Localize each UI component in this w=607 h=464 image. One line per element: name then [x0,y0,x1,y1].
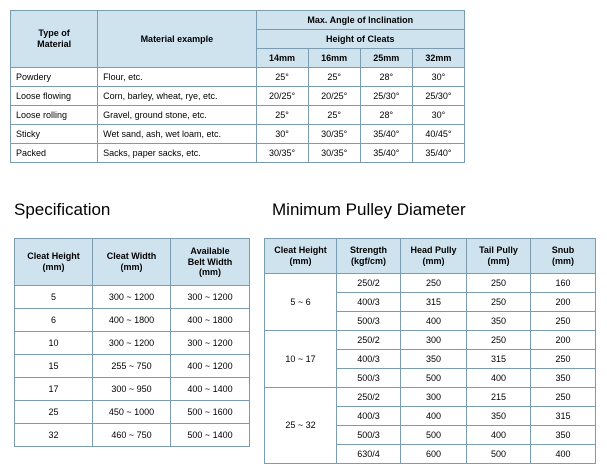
cell-snub: 400 [531,445,596,464]
cell-angle-14mm: 25° [256,68,308,87]
cell-belt-width: 400 ~ 1800 [171,309,250,332]
cell-angle-16mm: 30/35° [308,125,360,144]
cell-material-example: Gravel, ground stone, etc. [98,106,256,125]
cell-head-pully: 600 [401,445,467,464]
cell-angle-25mm: 35/40° [360,125,412,144]
cell-head-pully: 250 [401,274,467,293]
table-row [15,378,250,401]
header-type-of-material-line2: Material [37,39,72,49]
cell-angle-14mm: 30° [256,125,308,144]
header-available-belt-width-line3: (mm) [199,267,221,278]
table-row [15,424,250,447]
header-head-pully-line2: (mm) [422,256,445,266]
cell-cleat-width: 300 ~ 950 [93,378,171,401]
cell-tail-pully: 350 [467,407,531,426]
cell-head-pully: 500 [401,426,467,445]
header-cleat-32mm: 32mm [412,49,464,68]
cell-material-type: Loose flowing [11,87,98,106]
table-row [11,125,465,144]
cell-snub: 350 [531,426,596,445]
table-row [265,331,596,350]
specification-table [14,238,250,447]
cell-strength: 500/3 [337,426,401,445]
cell-head-pully: 350 [401,350,467,369]
cell-cleat-height: 15 [15,355,93,378]
table-header-row [265,239,596,274]
cell-head-pully: 500 [401,369,467,388]
pulley-heading: Minimum Pulley Diameter [272,200,466,219]
cell-head-pully: 300 [401,331,467,350]
header-strength-line2: (kgf/cm) [350,256,386,266]
cell-snub: 250 [531,388,596,407]
table-header-row [15,239,250,286]
header-cleat-14mm: 14mm [256,49,308,68]
cell-belt-width: 500 ~ 1600 [171,401,250,424]
cell-tail-pully: 215 [467,388,531,407]
cell-cleat-width: 255 ~ 750 [93,355,171,378]
cell-cleat-height-group: 5 ~ 6 [265,274,337,331]
cell-strength: 400/3 [337,350,401,369]
cell-strength: 400/3 [337,407,401,426]
cell-belt-width: 300 ~ 1200 [171,286,250,309]
table-row [265,274,596,293]
table-row [15,286,250,309]
cell-belt-width: 400 ~ 1400 [171,378,250,401]
table-row [11,106,465,125]
header-cleat-16mm: 16mm [308,49,360,68]
header-type-of-material [11,11,98,68]
cell-angle-14mm: 30/35° [256,144,308,163]
cell-material-example: Flour, etc. [98,68,256,87]
table-row [15,309,250,332]
cell-strength: 500/3 [337,312,401,331]
cell-snub: 350 [531,369,596,388]
cell-angle-16mm: 25° [308,68,360,87]
cell-cleat-height: 6 [15,309,93,332]
cell-tail-pully: 500 [467,445,531,464]
cell-angle-32mm: 35/40° [412,144,464,163]
cell-tail-pully: 400 [467,426,531,445]
table-row [265,388,596,407]
cell-head-pully: 300 [401,388,467,407]
cell-cleat-width: 460 ~ 750 [93,424,171,447]
table-row [15,401,250,424]
pulley-table-container [264,238,595,464]
cell-angle-25mm: 35/40° [360,144,412,163]
cell-angle-14mm: 25° [256,106,308,125]
header-type-of-material-line1: Type of [38,28,70,39]
header-head-pully [401,239,467,274]
header-cleat-height-line1: Cleat Height [27,251,80,262]
cell-angle-16mm: 30/35° [308,144,360,163]
header-cleat-width [93,239,171,286]
header-cleat-height-line1: Cleat Height [274,245,327,256]
header-available-belt-width-line1: Available [190,245,230,256]
cell-angle-32mm: 40/45° [412,125,464,144]
cell-cleat-height-group: 10 ~ 17 [265,331,337,388]
header-available-belt-width-line2: Belt Width [187,256,233,267]
header-cleat-25mm: 25mm [360,49,412,68]
cell-cleat-width: 300 ~ 1200 [93,286,171,309]
cell-angle-25mm: 28° [360,106,412,125]
cell-strength: 500/3 [337,369,401,388]
cell-head-pully: 400 [401,312,467,331]
table-row [11,144,465,163]
header-tail-pully-line2: (mm) [487,256,510,266]
cell-angle-25mm: 28° [360,68,412,87]
cell-cleat-height-group: 25 ~ 32 [265,388,337,464]
cell-angle-16mm: 25° [308,106,360,125]
cell-snub: 200 [531,293,596,312]
table-header-row [11,11,465,30]
cell-tail-pully: 400 [467,369,531,388]
cell-angle-25mm: 25/30° [360,87,412,106]
cell-cleat-width: 400 ~ 1800 [93,309,171,332]
header-snub-line2: (mm) [552,256,574,266]
specification-table-container [14,238,249,447]
header-cleat-height [265,239,337,274]
cell-angle-14mm: 20/25° [256,87,308,106]
cell-material-type: Powdery [11,68,98,87]
header-cleat-width-line1: Cleat Width [106,251,157,262]
cell-angle-32mm: 30° [412,106,464,125]
cell-strength: 250/2 [337,274,401,293]
cell-head-pully: 315 [401,293,467,312]
header-snub-line1: Snub [551,245,575,256]
table-row [11,87,465,106]
pulley-table [264,238,596,464]
table-row [11,68,465,87]
cell-cleat-width: 300 ~ 1200 [93,332,171,355]
cell-cleat-height: 5 [15,286,93,309]
header-tail-pully [467,239,531,274]
header-tail-pully-line1: Tail Pully [479,245,518,256]
header-strength [337,239,401,274]
cell-cleat-width: 450 ~ 1000 [93,401,171,424]
cell-cleat-height: 17 [15,378,93,401]
cell-strength: 250/2 [337,388,401,407]
inclination-table [10,10,465,163]
cell-material-type: Sticky [11,125,98,144]
cell-snub: 160 [531,274,596,293]
cell-tail-pully: 250 [467,274,531,293]
cell-cleat-height: 32 [15,424,93,447]
header-cleat-height-line2: (mm) [289,256,312,266]
cell-angle-16mm: 20/25° [308,87,360,106]
specification-heading: Specification [14,200,111,219]
cell-tail-pully: 315 [467,350,531,369]
cell-material-type: Packed [11,144,98,163]
header-strength-line1: Strength [350,245,387,256]
header-head-pully-line1: Head Pully [410,245,457,256]
cell-belt-width: 500 ~ 1400 [171,424,250,447]
cell-tail-pully: 250 [467,293,531,312]
table-row [15,332,250,355]
header-cleat-width-line2: (mm) [120,262,143,272]
table-row [15,355,250,378]
header-available-belt-width [171,239,250,286]
cell-tail-pully: 350 [467,312,531,331]
cell-strength: 630/4 [337,445,401,464]
header-max-angle: Max. Angle of Inclination [256,11,465,30]
header-material-example: Material example [98,11,256,68]
cell-cleat-height: 25 [15,401,93,424]
cell-belt-width: 300 ~ 1200 [171,332,250,355]
cell-snub: 250 [531,312,596,331]
cell-snub: 250 [531,350,596,369]
inclination-table-container [10,10,465,163]
cell-strength: 250/2 [337,331,401,350]
cell-material-example: Sacks, paper sacks, etc. [98,144,256,163]
cell-head-pully: 400 [401,407,467,426]
header-height-of-cleats: Height of Cleats [256,30,465,49]
cell-snub: 200 [531,331,596,350]
cell-material-example: Wet sand, ash, wet loam, etc. [98,125,256,144]
header-snub [531,239,596,274]
cell-cleat-height: 10 [15,332,93,355]
cell-material-example: Corn, barley, wheat, rye, etc. [98,87,256,106]
cell-material-type: Loose rolling [11,106,98,125]
cell-snub: 315 [531,407,596,426]
cell-belt-width: 400 ~ 1200 [171,355,250,378]
cell-angle-32mm: 25/30° [412,87,464,106]
cell-strength: 400/3 [337,293,401,312]
cell-tail-pully: 250 [467,331,531,350]
cell-angle-32mm: 30° [412,68,464,87]
header-cleat-height-line2: (mm) [42,262,65,272]
header-cleat-height [15,239,93,286]
